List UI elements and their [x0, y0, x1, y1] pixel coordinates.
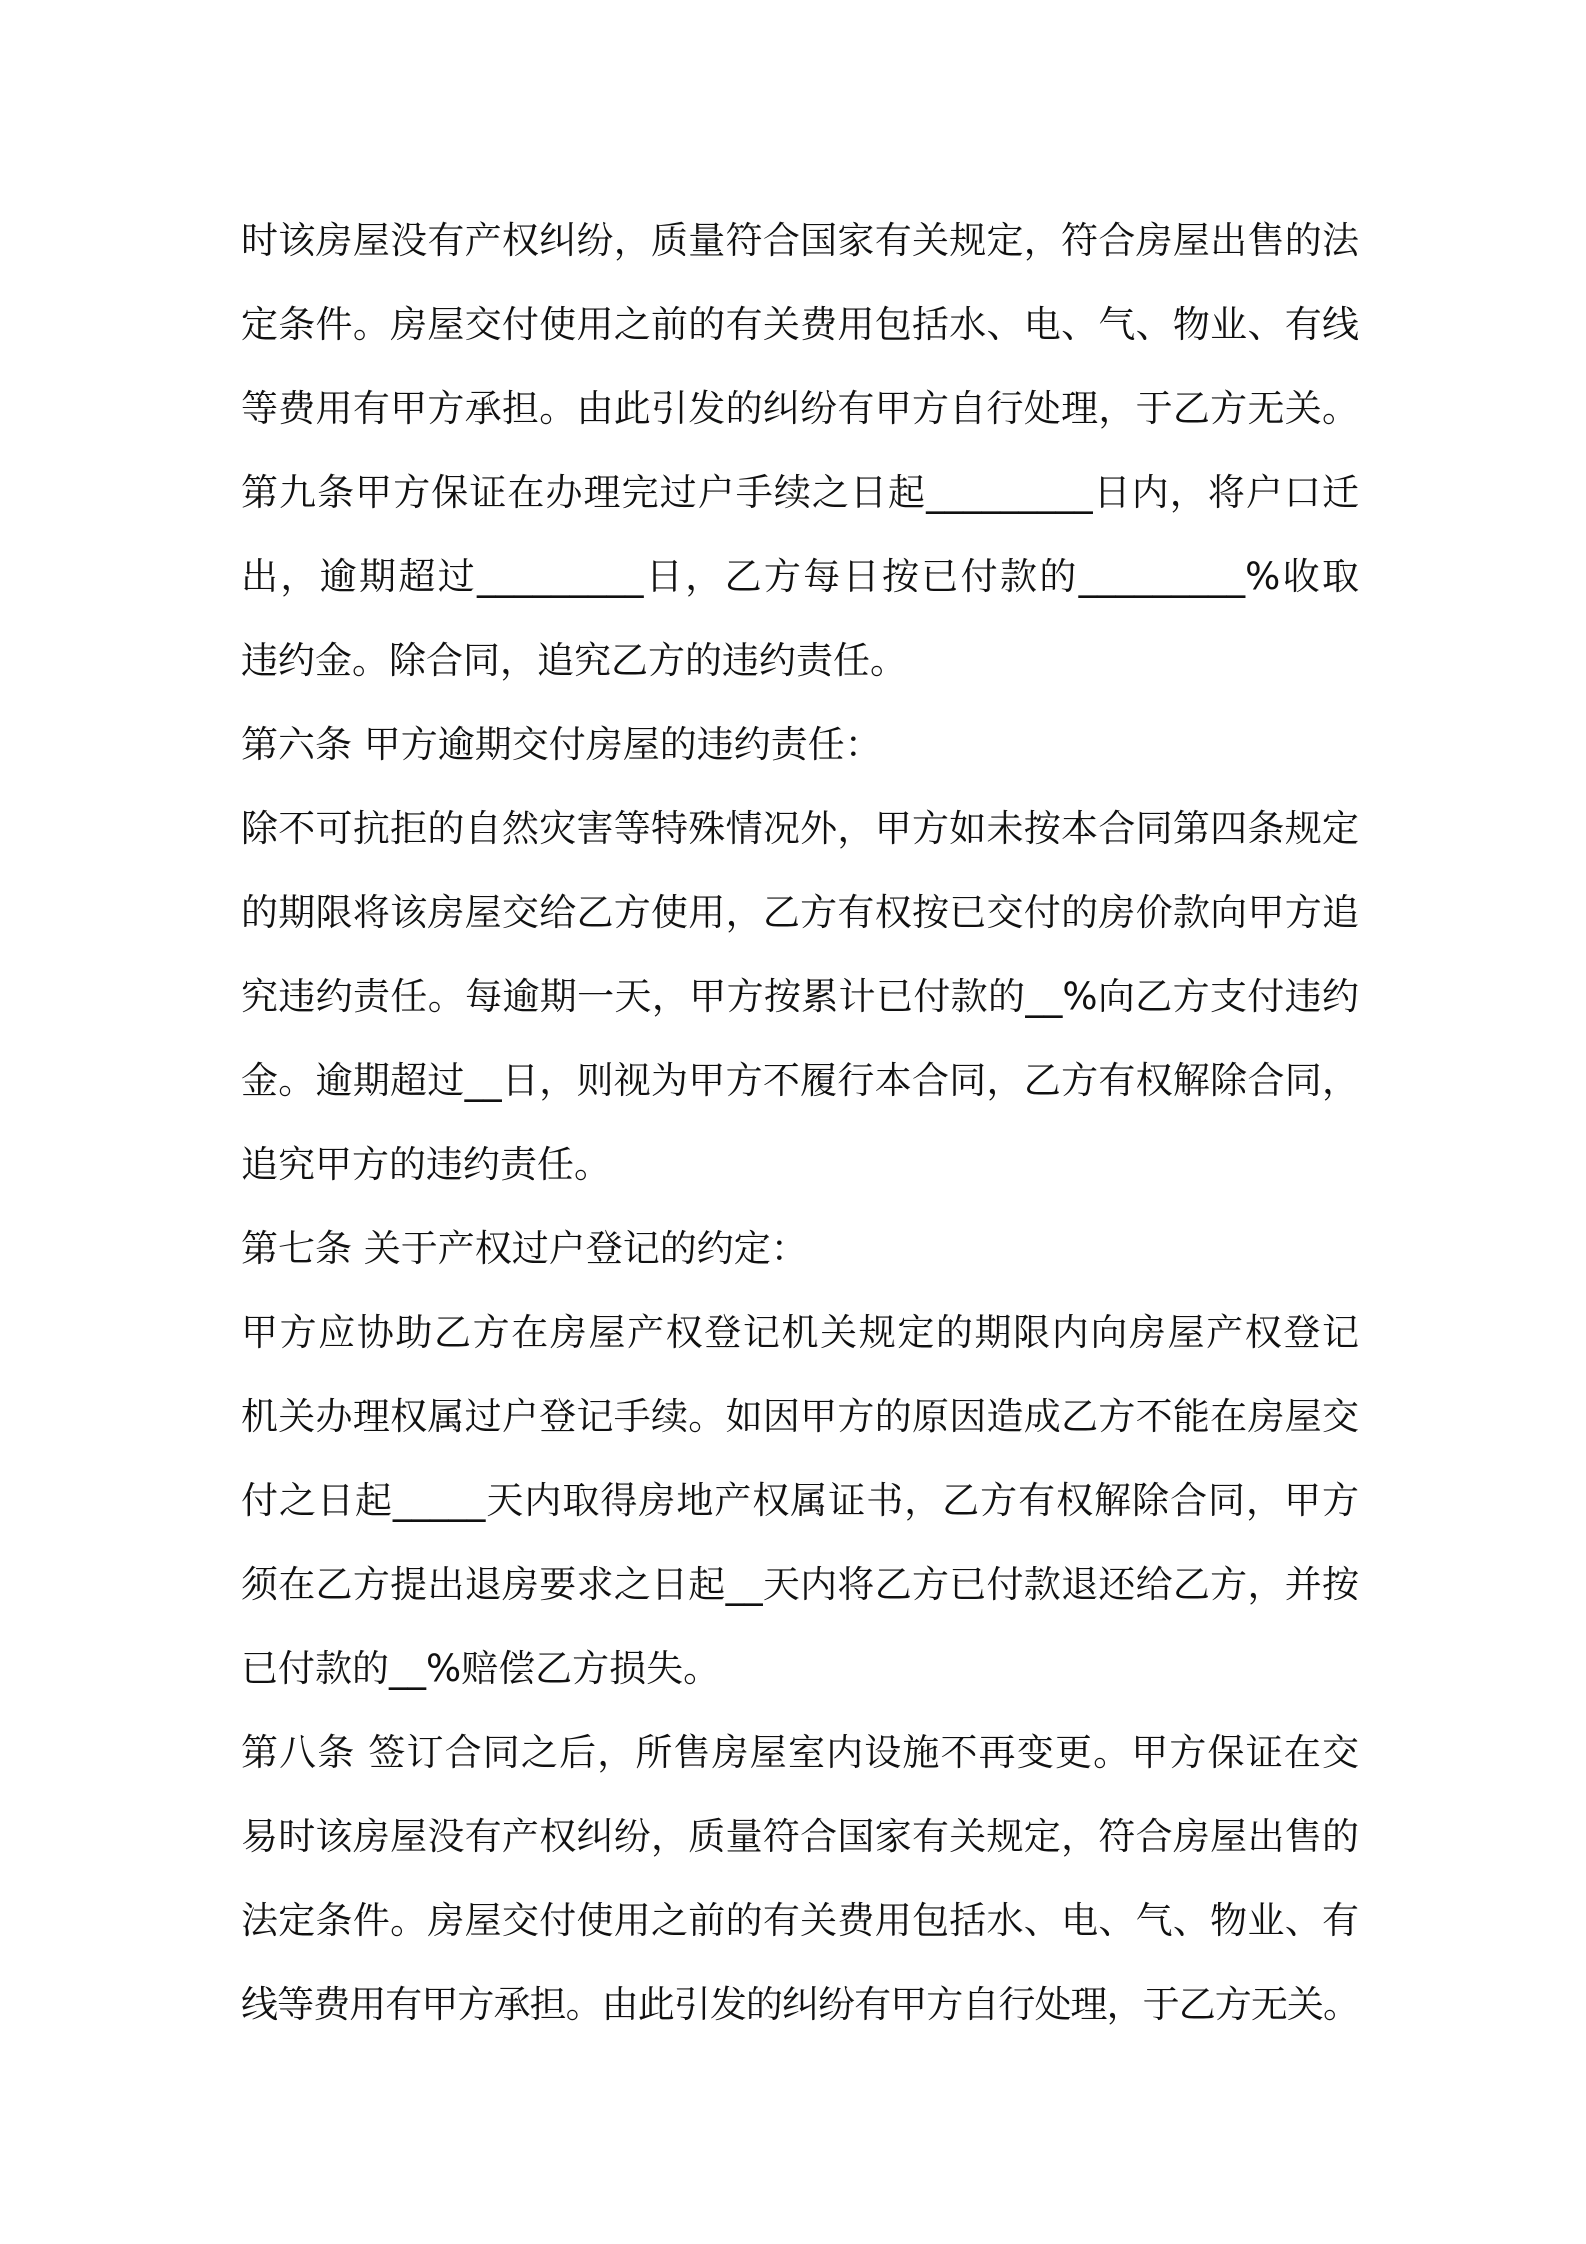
text-line: 易时该房屋没有产权纠纷，质量符合国家有关规定，符合房屋出售的: [241, 1815, 1359, 1858]
text-line: 出，逾期超过_________日，乙方每日按已付款的_________%收取: [241, 555, 1359, 598]
text-line: 付之日起_____天内取得房地产权属证书，乙方有权解除合同，甲方: [241, 1479, 1359, 1522]
text-line: 线等费用有甲方承担。由此引发的纠纷有甲方自行处理，于乙方无关。: [241, 1983, 1359, 2026]
text-line: 的期限将该房屋交给乙方使用，乙方有权按已交付的房价款向甲方追: [241, 891, 1359, 934]
text-line: 究违约责任。每逾期一天，甲方按累计已付款的__%向乙方支付违约: [241, 975, 1359, 1018]
text-line: 法定条件。房屋交付使用之前的有关费用包括水、电、气、物业、有: [241, 1899, 1359, 1942]
article-heading: 第七条 关于产权过户登记的约定：: [241, 1227, 808, 1270]
text-line: 除不可抗拒的自然灾害等特殊情况外，甲方如未按本合同第四条规定: [241, 807, 1359, 850]
text-line: 甲方应协助乙方在房屋产权登记机关规定的期限内向房屋产权登记: [241, 1311, 1359, 1354]
text-line: 机关办理权属过户登记手续。如因甲方的原因造成乙方不能在房屋交: [241, 1395, 1359, 1438]
contract-text-body: [241, 199, 1359, 2047]
text-line: 追究甲方的违约责任。: [241, 1143, 611, 1186]
text-line: 违约金。除合同，追究乙方的违约责任。: [241, 639, 907, 682]
text-line: 时该房屋没有产权纠纷，质量符合国家有关规定，符合房屋出售的法: [241, 219, 1359, 262]
text-line: 第八条 签订合同之后，所售房屋室内设施不再变更。甲方保证在交: [241, 1731, 1359, 1774]
article-heading: 第六条 甲方逾期交付房屋的违约责任：: [241, 723, 882, 766]
text-line: 定条件。房屋交付使用之前的有关费用包括水、电、气、物业、有线: [241, 303, 1359, 346]
text-line: 等费用有甲方承担。由此引发的纠纷有甲方自行处理，于乙方无关。: [241, 387, 1359, 430]
text-line: 金。逾期超过__日，则视为甲方不履行本合同，乙方有权解除合同，: [241, 1059, 1359, 1102]
text-line: 须在乙方提出退房要求之日起__天内将乙方已付款退还给乙方，并按: [241, 1563, 1359, 1606]
text-line: 已付款的__%赔偿乙方损失。: [241, 1647, 721, 1690]
text-line: 第九条甲方保证在办理完过户手续之日起_________日内，将户口迁: [241, 471, 1359, 514]
